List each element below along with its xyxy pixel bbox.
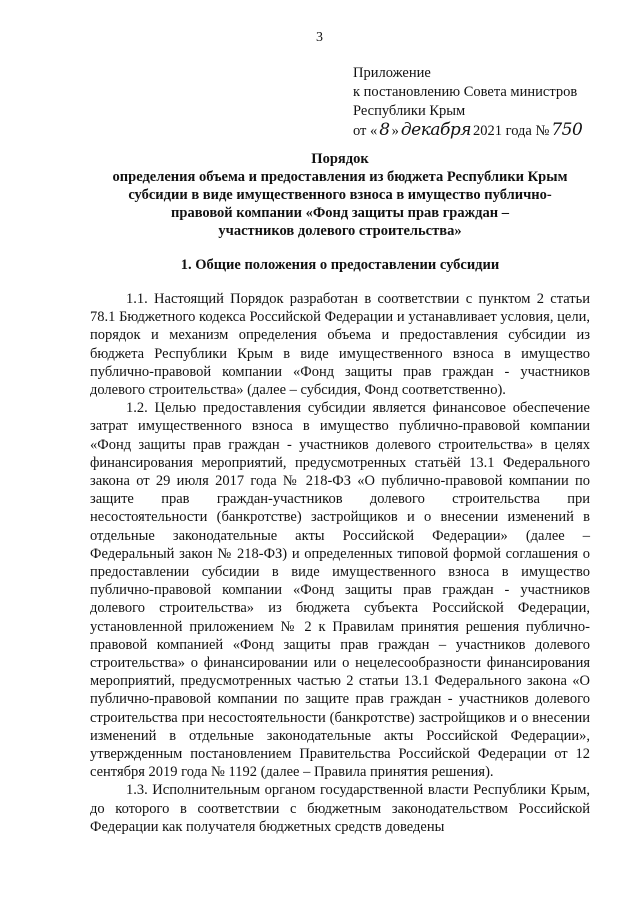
title-line: определения объема и предоставления из бюджета Республики Крым (112, 169, 568, 185)
date-year: 2021 года № (473, 123, 550, 139)
title-line: правовой компании «Фонд защиты прав граждан – (171, 205, 509, 221)
handwritten-day: 8 (379, 120, 390, 140)
appendix-line: к постановлению Совета министров (353, 84, 578, 100)
date-mid: » (391, 123, 399, 139)
page-number: 3 (316, 30, 323, 45)
handwritten-number: 750 (551, 120, 583, 140)
appendix-line: Республики Крым (353, 103, 466, 119)
document-title (90, 150, 590, 240)
appendix-block (353, 64, 584, 141)
title-line: субсидии в виде имущественного взноса в имущество публично- (128, 187, 552, 203)
handwritten-month: декабря (400, 120, 471, 140)
paragraph-1-3: 1.3. Исполнительным органом государственной власти Республики Крым, до которого в соответствии с бюджетным законодательством Российской Федерации как получателя бюджетных средств доведены (90, 782, 590, 835)
section-heading: 1. Общие положения о предоставлении субсидии (180, 257, 500, 273)
section-body (90, 290, 590, 836)
paragraph-1-2: 1.2. Целью предоставления субсидии является финансовое обеспечение затрат имущественного взноса в имущество публично-правовой компании «Фонд защиты прав граждан - участников долевого строительства» в целях финансирования мероприятий, предусмотренных статьёй 13.1 Федерального закона от 29 июля 2017 года № 218-ФЗ «О публично-правовой компании по защите прав граждан-участников долевого строительства при несостоятельности (банкротстве) застройщиков и о внесении изменений в отдельные законодательные акты Российской Федерации» (далее – Федеральный закон № 218-ФЗ) и определенных типовой формой соглашения о предоставлении субсидии в виде имущественного взноса в имущество публично-правовой компании «Фонд защиты прав граждан - участников долевого строительства» из бюджета субъекта Российской Федерации, установленной приложением № 2 к Правилам принятия решения публично-правовой компанией «Фонд защиты прав граждан – участников долевого строительства» о финансировании или о нецелесообразности финансирования мероприятий, предусмотренных частью 2 статьи 13.1 Федерального закона «О публично-правовой компании по защите прав граждан - участников долевого строительства при несостоятельности (банкротстве) застройщиков и о внесении изменений в отдельные законодательные акты Российской Федерации», утвержденным постановлением Правительства Российской Федерации от 12 сентября 2019 года № 1192 (далее – Правила принятия решения). (90, 400, 590, 781)
paragraph-1-1: 1.1. Настоящий Порядок разработан в соответствии с пунктом 2 статьи 78.1 Бюджетного кодекса Российской Федерации и устанавливает условия, цели, порядок и механизм определения объема и предоставления субсидии из бюджета Республики Крым в виде имущественного взноса в имущество публично-правовой компании «Фонд защиты прав граждан - участников долевого строительства» (далее – субсидия, Фонд соответственно). (90, 291, 590, 399)
title-line: Порядок (311, 151, 369, 167)
title-line: участников долевого строительства» (218, 223, 462, 239)
date-prefix: от « (353, 123, 378, 139)
appendix-date-line (353, 121, 584, 141)
appendix-line: Приложение (353, 65, 431, 81)
